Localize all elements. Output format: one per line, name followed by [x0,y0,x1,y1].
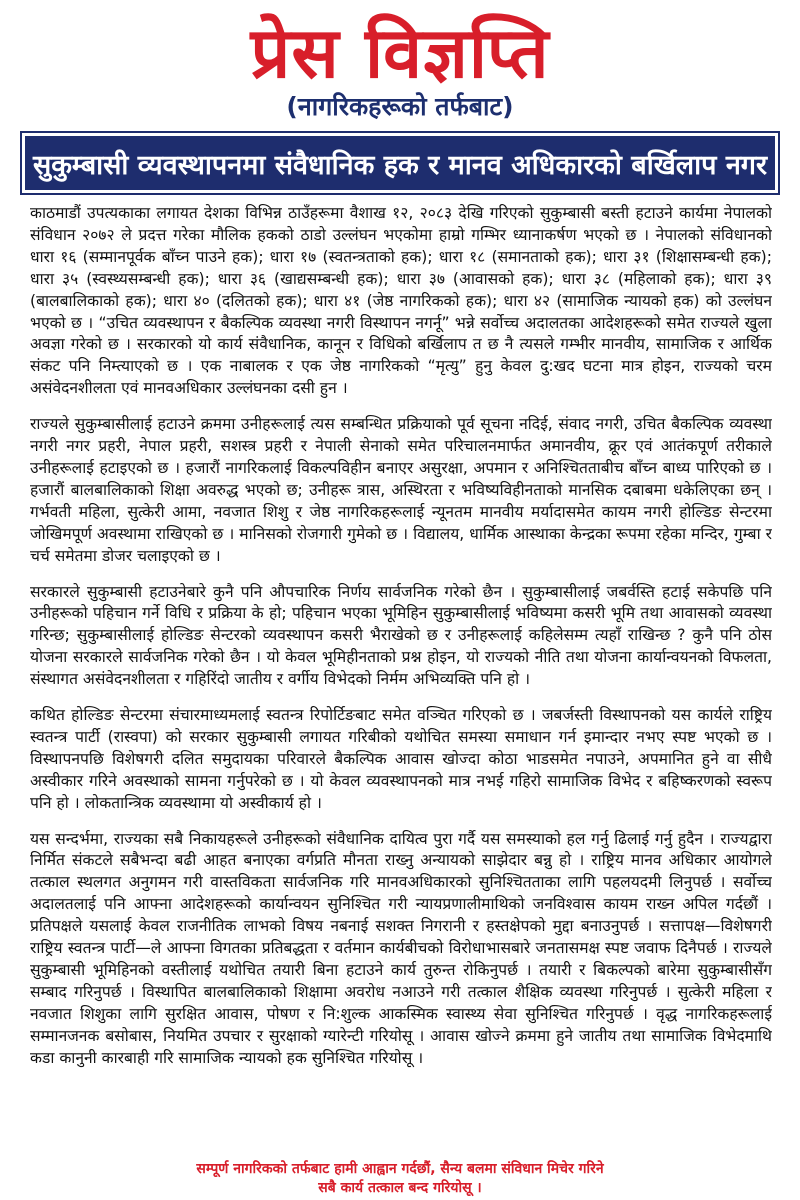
paragraph-2: राज्यले सुकुम्बासीलाई हटाउने क्रममा उनीहरूलाई त्यस सम्बन्धित प्रक्रियाको पूर्व सूचना नदिई, संवाद नगरी, उचित बैकल्पिक व्यवस्था नगरी नगर प्रहरी, नेपाल प्रहरी, सशस्त्र प्रहरी र नेपाली सेनाको समेत परिचालनमार्फत अमानवीय, क्रूर एवं आतंकपूर्ण तरीकाले उनीहरूलाई हटाइएको छ । हजारौं नागरिकलाई विकल्पविहीन बनाएर असुरक्षा, अपमान र अनिश्चितताबीच बाँच्न बाध्य पारिएको छ । हजारौं बालबालिकाको शिक्षा अवरुद्ध भएको छ; उनीहरू त्रास, अस्थिरता र भविष्यविहीनताको मानसिक दबाबमा धकेलिएका छन् । गर्भवती महिला, सुत्केरी आमा, नवजात शिशु र जेष्ठ नागरिकहरूलाई न्यूनतम मानवीय मर्यादासमेत कायम नगरी होल्डिङ सेन्टरमा जोखिमपूर्ण अवस्थामा राखिएको छ । मानिसको रोजगारी गुमेको छ । विद्यालय, धार्मिक आस्थाका केन्द्रका रूपमा रहेका मन्दिर, गुम्बा र चर्च समेतमा डोजर चलाइएको छ । [30,415,772,565]
headline-banner [22,133,778,193]
headline-text: सुकुम्बासी व्यवस्थापनमा संवैधानिक हक र मानव अधिकारको बर्खिलाप नगर [32,149,768,181]
closing-appeal-line-2: सबै कार्य तत्काल बन्द गरियोसू । [318,1180,482,1196]
closing-appeal [0,1160,800,1198]
press-release-body [30,203,772,1153]
paragraph-5: यस सन्दर्भमा, राज्यका सबै निकायहरूले उनीहरूको संवैधानिक दायित्व पुरा गर्दै यस समस्याको हल गर्नु ढिलाई गर्नु हुदैन । राज्यद्वारा निर्मित संकटले सबैभन्दा बढी आहत बनाएका वर्गप्रति मौनता राख्नु अन्यायको साझेदार बन्नु हो । राष्ट्रिय मानव अधिकार आयोगले तत्काल स्थलगत अनुगमन गरी वास्तविकता सार्वजनिक गरि मानवअधिकारको सुनिश्चितताका लागि पहलयदमी लिनुपर्छ । सर्वोच्च अदालतलाई पनि आफ्ना आदेशहरूको कार्यान्वयन सुनिश्चित गरी न्यायप्रणालीमाथिको जनविश्वास कायम राख्न अपिल गर्दछौं । प्रतिपक्षले यसलाई केवल राजनीतिक लाभको विषय नबनाई सशक्त निगरानी र हस्तक्षेपको मुद्दा बनाउनुपर्छ । सत्तापक्ष—विशेषगरी राष्ट्रिय स्वतन्त्र पार्टी—ले आफ्ना विगतका प्रतिबद्धता र वर्तमान कार्यबीचको विरोधाभासबारे जनतासमक्ष स्पष्ट जवाफ दिनैपर्छ । राज्यले सुकुम्बासी भूमिहिनको वस्तीलाई यथोचित तयारी बिना हटाउने कार्य तुरुन्त रोकिनुपर्छ । तयारी र बिकल्पको बारेमा सुकुम्बासीसँग सम्बाद गरिनुपर्छ । विस्थापित बालबालिकाको शिक्षामा अवरोध नआउने गरी तत्काल शैक्षिक व्यवस्था गरिनुपर्छ । सुत्केरी महिला र नवजात शिशुका लागि सुरक्षित आवास, पोषण र नि:शुल्क आकस्मिक स्वास्थ्य सेवा सुनिश्चित गरिनुपर्छ । वृद्ध नागरिकहरूलाई सम्मानजनक बसोबास, नियमित उपचार र सुरक्षाको ग्यारेन्टी गरियोसू । आवास खोज्ने क्रममा हुने जातीय तथा सामाजिक विभेदमाथि कडा कानुनी कारबाही गरि सामाजिक न्यायको हक सुनिश्चित गरियोसू । [30,829,772,1067]
closing-appeal-line-1: सम्पूर्ण नागरिकको तर्फबाट हामी आह्वान गर्दछौं, सैन्य बलमा संविधान मिचेर गरिने [196,1161,604,1177]
paragraph-1: काठमाडौं उपत्यकाका लगायत देशका विभिन्न ठाउँहरूमा वैशाख १२, २०८३ देखि गरिएको सुकुम्बासी बस्ती हटाउने कार्यमा नेपालको संविधान २०७२ ले प्रदत्त गरेका मौलिक हकको ठाडो उल्लंघन भएकोमा हाम्रो गम्भिर ध्यानाकर्षण भएको छ । नेपालको संविधानको धारा १६ (सम्मानपूर्वक बाँच्न पाउने हक); धारा १७ (स्वतन्त्रताको हक); धारा १८ (समानताको हक); धारा ३१ (शिक्षासम्बन्धी हक); धारा ३५ (स्वस्थ्यसम्बन्धी हक); धारा ३६ (खाद्यसम्बन्धी हक); धारा ३७ (आवासको हक); धारा ३८ (महिलाको हक); धारा ३९ (बालबालिकाको हक); धारा ४० (दलितको हक); धारा ४१ (जेष्ठ नागरिकको हक); धारा ४२ (सामाजिक न्यायको हक) को उल्लंघन भएको छ । “उचित व्यवस्थापन र बैकल्पिक व्यवस्था नगरी विस्थापन नगर्नू” भन्ने सर्वोच्च अदालतका आदेशहरूको समेत राज्यले खुला अवज्ञा गरेको छ । सरकारको यो कार्य संवैधानिक, कानून र विधिको बर्खिलाप त छ नै त्यसले गम्भीर मानवीय, सामाजिक र आर्थिक संकट पनि निम्त्याएको छ । एक नाबालक र एक जेष्ठ नागरिकको “मृत्यु” हुनु केवल दु:खद घटना मात्र होइन, राज्यको चरम असंवेदनशीलता एवं मानवअधिकार उल्लंघनका दसी हुन । [30,204,772,398]
page-title: प्रेस विज्ञप्ति [250,12,550,94]
paragraph-4: कथित होल्डिङ सेन्टरमा संचारमाध्यमलाई स्वतन्त्र रिपोर्टिङबाट समेत वञ्चित गरिएको छ । जबर्जस्ती विस्थापनको यस कार्यले राष्ट्रिय स्वतन्त्र पार्टी (रास्वपा) को सरकार सुकुम्बासी लगायत गरिबीको यथोचित समस्या समाधान गर्न इमान्दार नभए स्पष्ट भएको छ । विस्थापनपछि विशेषगरी दलित समुदायका परिवारले बैकल्पिक आवास खोज्दा कोठा भाडसमेत नपाउने, अपमानित हुने वा सीधै अस्वीकार गरिने अवस्थाको सामना गर्नुपरेको छ । यो केवल व्यवस्थापनको मात्र नभई गहिरो सामाजिक विभेद र बहिष्करणको स्वरूप पनि हो । लोकतान्त्रिक व्यवस्थामा यो अस्वीकार्य हो । [30,706,772,812]
paragraph-3: सरकारले सुकुम्बासी हटाउनेबारे कुनै पनि औपचारिक निर्णय सार्वजनिक गरेको छैन । सुकुम्बासीलाई जबर्वस्ति हटाई सकेपछि पनि उनीहरूको पहिचान गर्ने विधि र प्रक्रिया के हो; पहिचान भएका भूमिहिन सुकुम्बासीलाई भविष्यमा कसरी भूमि तथा आवासको व्यवस्था गरिन्छ; सुकुम्बासीलाई होल्डिङ सेन्टरको व्यवस्थापन कसरी भैराखेको छ र उनीहरूलाई कहिलेसम्म त्यहाँ राखिन्छ ? कुनै पनि ठोस योजना सरकारले सार्वजनिक गरेको छैन । यो केवल भूमिहीनताको प्रश्न होइन, यो राज्यको नीति तथा योजना कार्यान्वयनको विफलता, संस्थागत असंवेदनशीलता र गहिरिंदो जातीय र वर्गीय विभेदको निर्मम अभिव्यक्ति पनि हो । [30,582,772,689]
page-subtitle: (नागरिकहरूको तर्फबाट) [286,92,514,121]
